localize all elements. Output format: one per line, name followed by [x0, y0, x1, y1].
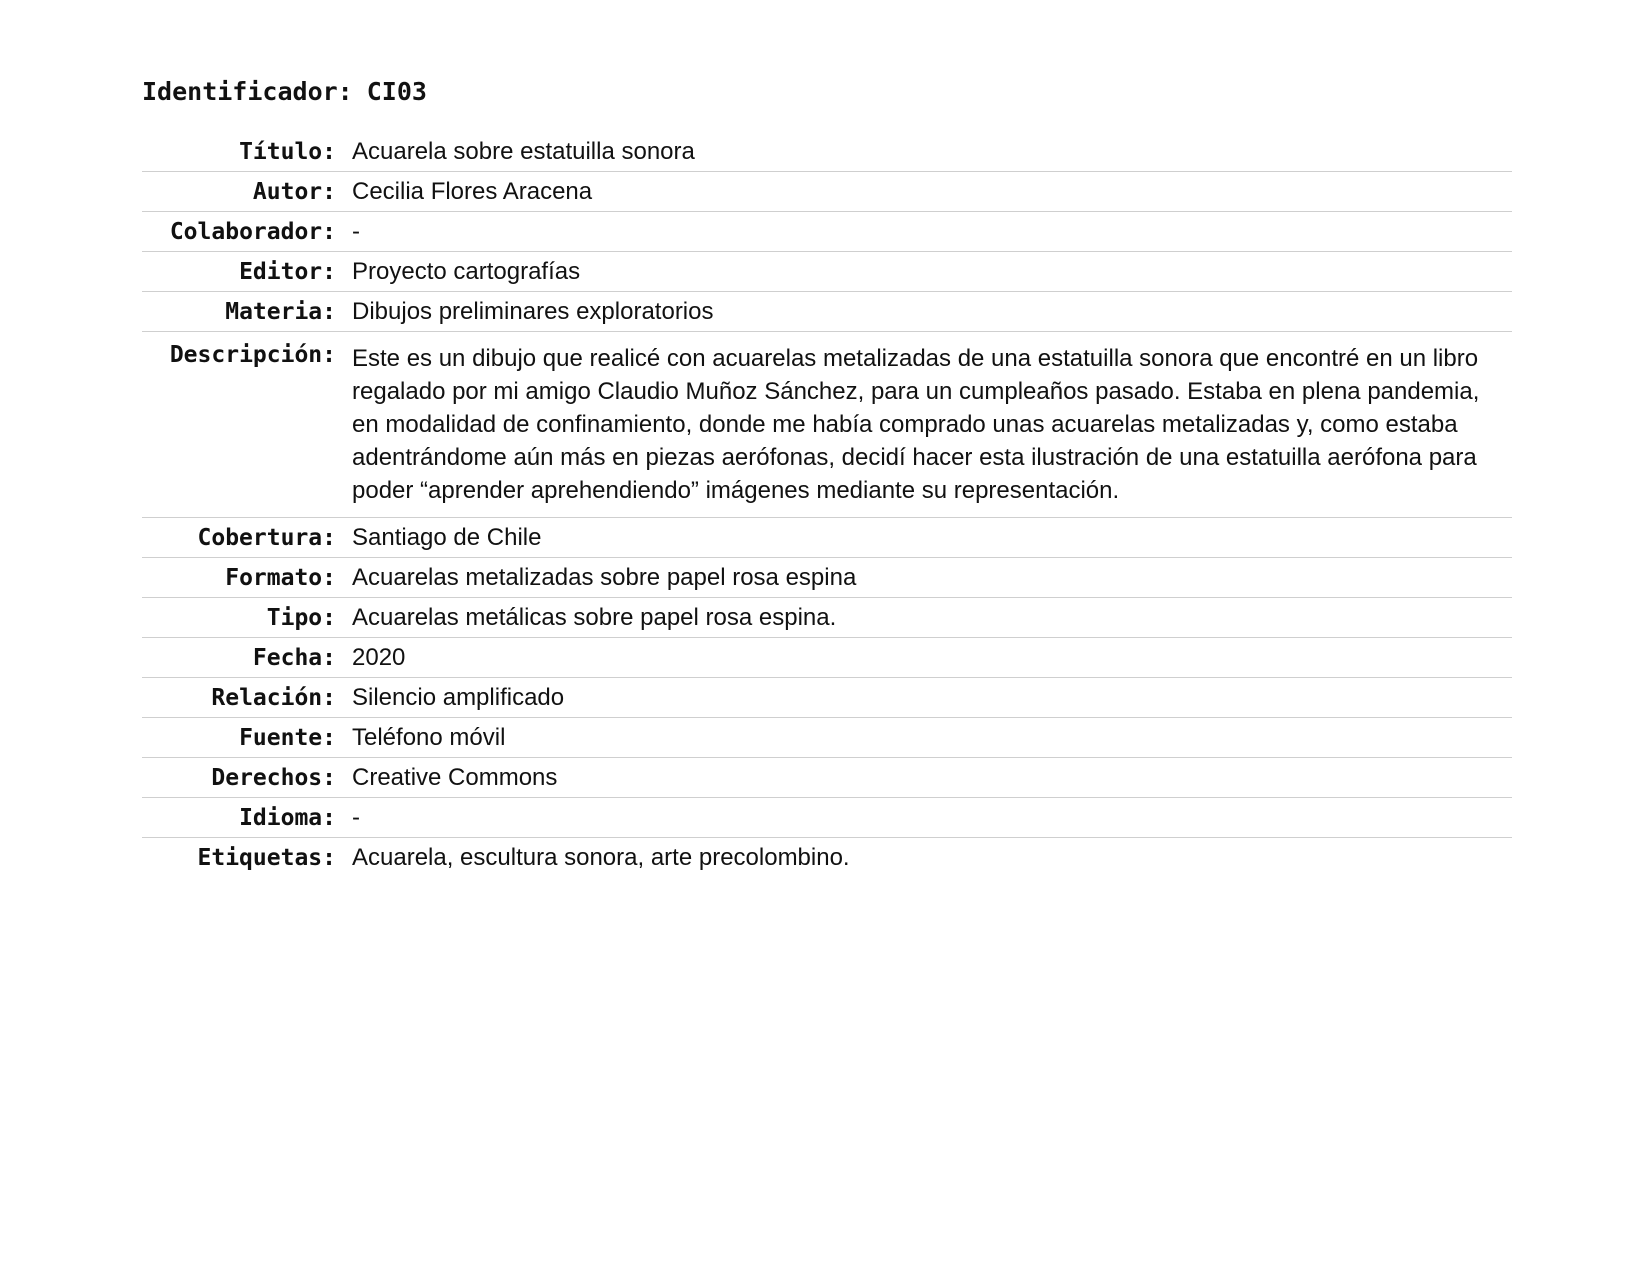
metadata-table — [142, 132, 1512, 877]
field-value: Acuarela, escultura sonora, arte precolombino. — [352, 844, 850, 871]
identifier-label: Identificador: — [142, 77, 353, 106]
field-value: Dibujos preliminares exploratorios — [352, 292, 1512, 332]
field-label: Materia: — [142, 292, 352, 332]
field-value: Acuarela sobre estatuilla sonora — [352, 132, 1512, 172]
field-value: - — [352, 798, 1512, 838]
field-row-fecha — [142, 638, 1512, 678]
field-value: Silencio amplificado — [352, 678, 1512, 718]
field-row-fuente — [142, 718, 1512, 758]
field-label: Cobertura: — [142, 518, 352, 558]
field-label: Relación: — [142, 678, 352, 718]
field-label: Formato: — [142, 558, 352, 598]
field-row-formato — [142, 558, 1512, 598]
field-row-materia — [142, 292, 1512, 332]
field-value: Acuarelas metálicas sobre papel rosa espina. — [352, 598, 1512, 638]
field-row-titulo — [142, 132, 1512, 172]
field-label: Derechos: — [142, 758, 352, 798]
field-row-tipo — [142, 598, 1512, 638]
field-value: Proyecto cartografías — [352, 252, 1512, 292]
field-label: Editor: — [142, 252, 352, 292]
field-row-descripcion — [142, 332, 1512, 518]
field-row-cobertura — [142, 518, 1512, 558]
field-label: Título: — [142, 132, 352, 172]
field-value: Santiago de Chile — [352, 518, 1512, 558]
field-label: Fuente: — [142, 718, 352, 758]
field-row-etiquetas — [142, 838, 1512, 878]
field-value: - — [352, 212, 1512, 252]
field-row-autor — [142, 172, 1512, 212]
field-value-description: Este es un dibujo que realicé con acuarelas metalizadas de una estatuilla sonora que encontré en un libro regalado por mi amigo Claudio Muñoz Sánchez, para un cumpleaños pasado. Estaba en plena pandemia, en modalidad de confinamiento, donde me había comprado unas acuarelas metalizadas y, como estaba adentrándome aún más en piezas aerófonas, decidí hacer esta ilustración de una estatuilla aerófona para poder “aprender aprehendiendo” imágenes mediante su representación. — [352, 332, 1512, 518]
field-value: Teléfono móvil — [352, 718, 1512, 758]
field-value: Cecilia Flores Aracena — [352, 172, 1512, 212]
field-value: Creative Commons — [352, 758, 1512, 798]
field-label: Tipo: — [142, 598, 352, 638]
field-label: Descripción: — [142, 332, 352, 518]
field-label: Idioma: — [142, 798, 352, 838]
field-label: Fecha: — [142, 638, 352, 678]
field-label: Etiquetas: — [197, 844, 336, 871]
field-row-relacion — [142, 678, 1512, 718]
metadata-sheet — [142, 72, 1512, 877]
identifier-value: CI03 — [366, 77, 427, 106]
identifier-heading — [142, 72, 1512, 112]
field-label: Colaborador: — [142, 212, 352, 252]
field-row-colaborador — [142, 212, 1512, 252]
field-value: 2020 — [352, 638, 1512, 678]
field-row-derechos — [142, 758, 1512, 798]
field-row-editor — [142, 252, 1512, 292]
field-row-idioma — [142, 798, 1512, 838]
field-value: Acuarelas metalizadas sobre papel rosa espina — [352, 558, 1512, 598]
field-label: Autor: — [142, 172, 352, 212]
